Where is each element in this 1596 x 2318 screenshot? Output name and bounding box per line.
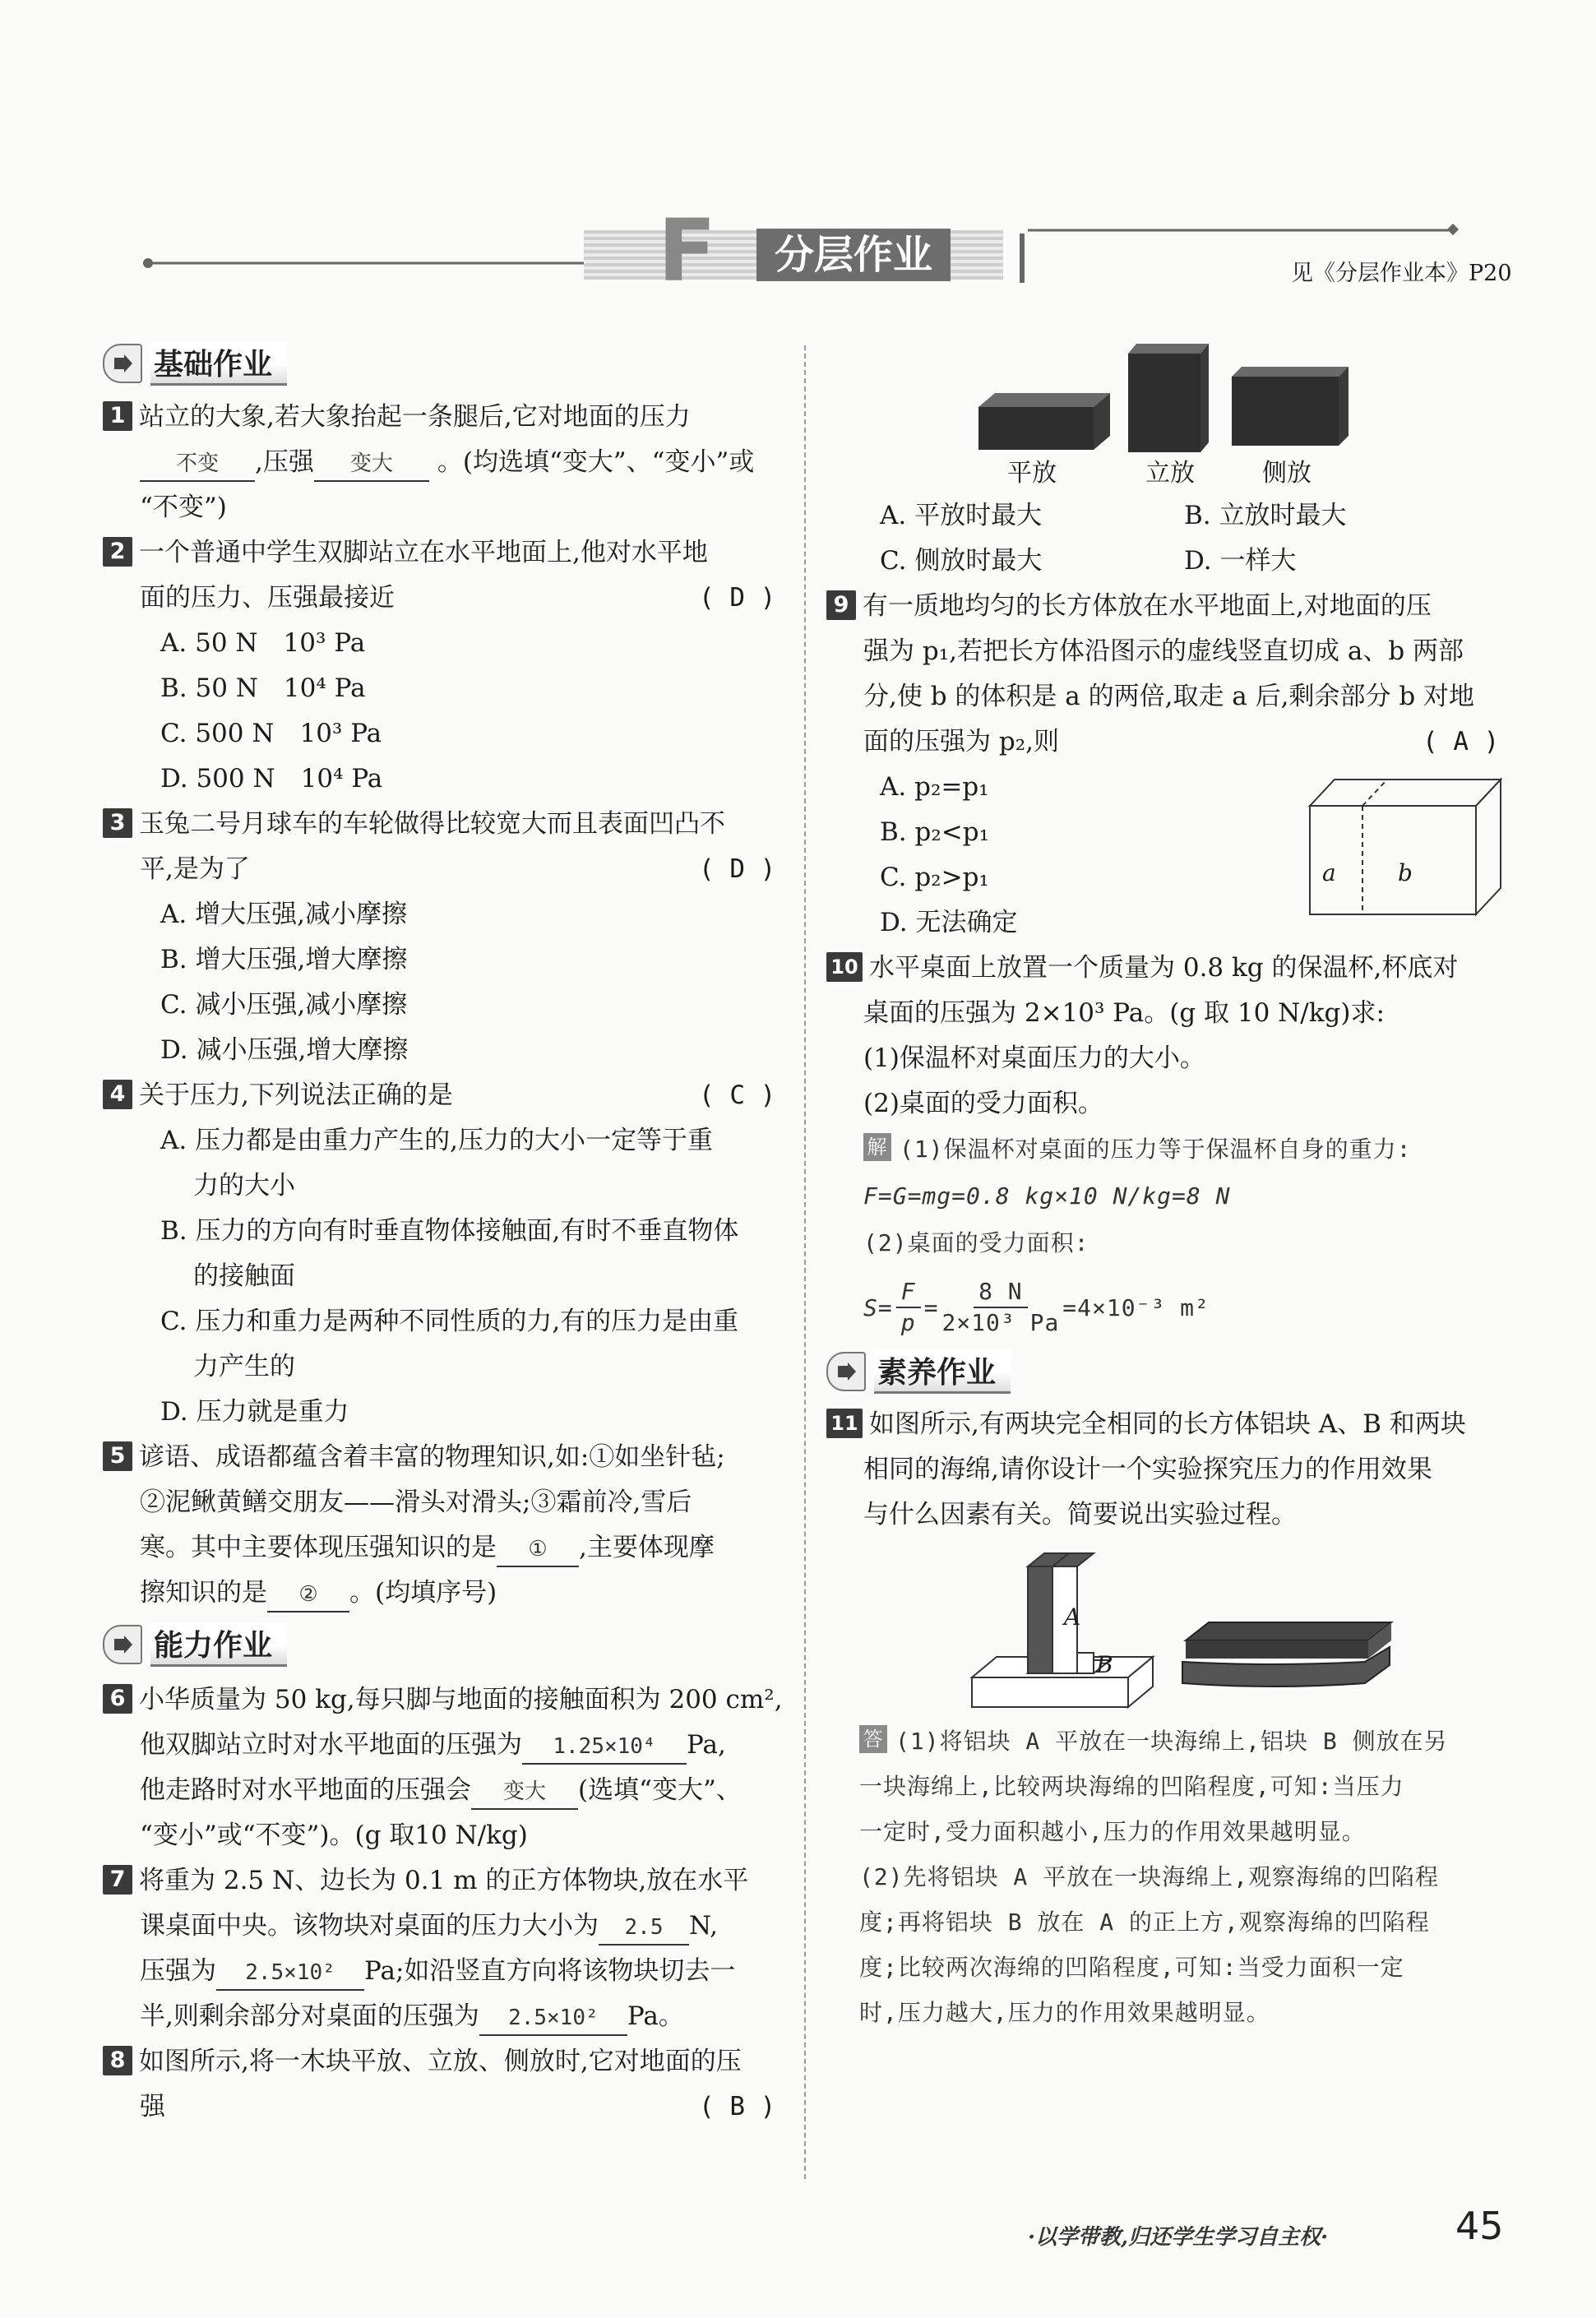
q4-option-a1: A. 压力都是由重力产生的,压力的大小一定等于重 xyxy=(160,1126,713,1155)
q10-text1: 水平桌面上放置一个质量为 0.8 kg 的保温杯,杯底对 xyxy=(869,953,1459,983)
arrow-icon xyxy=(103,344,142,383)
q5-line3 xyxy=(140,1525,715,1571)
q7-text4a: 半,则剩余部分对桌面的压强为 xyxy=(140,2001,479,2031)
q5-blank2: ② xyxy=(267,1578,349,1612)
header-title: 分层作业 xyxy=(756,229,951,281)
q11-line1 xyxy=(826,1402,1466,1447)
q9-text1: 有一质地均匀的长方体放在水平地面上,对地面的压 xyxy=(863,591,1432,621)
q11-answer-tag: 答 xyxy=(859,1725,887,1753)
q3-line2: 平,是为了 xyxy=(140,854,250,884)
q8-label-flat: 平放 xyxy=(1007,459,1057,488)
q9-option-d: D. 无法确定 xyxy=(880,908,1018,937)
q10-solution-4 xyxy=(863,1273,1210,1342)
q2-line2: 面的压力、压强最接近 xyxy=(140,583,395,613)
q11-label-A: A xyxy=(1064,1603,1081,1631)
q7-line4 xyxy=(140,1994,684,2039)
q8-label-side: 侧放 xyxy=(1262,459,1311,488)
q11-answer-4: (2)先将铝块 A 平放在一块海绵上,观察海绵的凹陷程 xyxy=(859,1863,1440,1890)
q3-answer: ( D ) xyxy=(699,854,776,884)
q1-line1 xyxy=(103,395,691,440)
block-upright xyxy=(1128,344,1209,452)
q10-fraction-symbolic xyxy=(896,1277,921,1338)
q10-solution-tag: 解 xyxy=(863,1133,891,1161)
arrow-icon xyxy=(103,1625,142,1664)
q1-text1: 站立的大象,若大象抬起一条腿后,它对地面的压力 xyxy=(139,402,691,432)
q6-number: 6 xyxy=(103,1684,132,1714)
q5-number: 5 xyxy=(103,1441,132,1471)
page-number: 45 xyxy=(1455,2204,1504,2248)
q10-s-lhs: S= xyxy=(863,1293,893,1321)
q7-line3 xyxy=(140,1949,735,1994)
header-rule-right xyxy=(1028,222,1464,238)
q4-option-c1: C. 压力和重力是两种不同性质的力,有的压力是由重 xyxy=(160,1307,739,1336)
q5-text3b: ,主要体现摩 xyxy=(579,1533,715,1562)
q4-option-b2: 的接触面 xyxy=(193,1261,295,1291)
q10-line4: (2)桌面的受力面积。 xyxy=(863,1089,1103,1118)
q10-solution-2: F=G=mg=0.8 kg×10 N/kg=8 N xyxy=(863,1182,1231,1210)
q11-line3: 与什么因素有关。简要说出实验过程。 xyxy=(863,1500,1297,1529)
q11-figure xyxy=(962,1542,1406,1714)
q2-option-c: C. 500 N 10³ Pa xyxy=(160,719,382,748)
q8-figure xyxy=(970,337,1365,456)
q5-text3a: 寒。其中主要体现压强知识的是 xyxy=(140,1533,497,1562)
section-basic xyxy=(103,340,287,386)
q3-option-b: B. 增大压强,增大摩擦 xyxy=(160,945,408,974)
q2-answer: ( D ) xyxy=(699,583,776,613)
q10-frac1-num: F xyxy=(896,1277,921,1308)
q3-number: 3 xyxy=(103,808,132,838)
q10-s-rhs: =4×10⁻³ m² xyxy=(1062,1293,1210,1321)
q7-text1: 将重为 2.5 N、边长为 0.1 m 的正方体物块,放在水平 xyxy=(139,1866,749,1895)
sponge-with-block xyxy=(972,1553,1153,1707)
q8-number: 8 xyxy=(103,2046,132,2075)
q5-text4b: 。(均填序号) xyxy=(349,1578,497,1608)
q4-text1: 关于压力,下列说法正确的是 xyxy=(139,1080,453,1110)
section-ability-title: 能力作业 xyxy=(150,1622,287,1667)
q11-label-B: B xyxy=(1096,1651,1113,1678)
q10-solution-1 xyxy=(863,1127,1411,1172)
q6-text2b: Pa, xyxy=(687,1730,726,1760)
q3-line1 xyxy=(103,802,725,847)
q9-option-a: A. p₂=p₁ xyxy=(880,772,989,802)
q7-text4b: Pa。 xyxy=(627,2001,684,2031)
q2-line1 xyxy=(103,530,708,576)
q4-number: 4 xyxy=(103,1080,132,1109)
q10-line3: (1)保温杯对桌面压力的大小。 xyxy=(863,1043,1205,1073)
q11-answer-6: 度;比较两次海绵的凹陷程度,可知:当受力面积一定 xyxy=(859,1954,1404,1981)
q3-option-d: D. 减小压强,增大摩擦 xyxy=(160,1035,409,1065)
q7-line2 xyxy=(140,1904,718,1949)
q9-line3: 分,使 b 的体积是 a 的两倍,取走 a 后,剩余部分 b 对地 xyxy=(863,682,1475,711)
q10-number: 10 xyxy=(826,952,863,982)
q4-option-d: D. 压力就是重力 xyxy=(160,1397,349,1427)
q8-text1: 如图所示,将一木块平放、立放、侧放时,它对地面的压 xyxy=(139,2047,742,2076)
q9-label-a: a xyxy=(1322,859,1336,886)
q8-option-a: A. 平放时最大 xyxy=(880,501,1043,530)
q2-text1: 一个普通中学生双脚站立在水平地面上,他对水平地 xyxy=(139,538,708,567)
q11-answer-2: 一块海绵上,比较两块海绵的凹陷程度,可知:当压力 xyxy=(859,1773,1404,1800)
q11-ans0: (1)将铝块 A 平放在一块海绵上,铝块 B 侧放在另 xyxy=(895,1728,1448,1755)
section-literacy xyxy=(826,1349,1011,1395)
q4-option-a2: 力的大小 xyxy=(193,1171,295,1201)
footer-slogan: ·以学带教,归还学生学习自主权· xyxy=(1028,2225,1329,2250)
q6-line3 xyxy=(140,1768,742,1813)
q8-label-upright: 立放 xyxy=(1145,459,1195,488)
q7-blank3: 2.5×10² xyxy=(479,2001,627,2036)
q1-tail: 。(均选填“变大”、“变小”或 xyxy=(437,447,755,477)
q9-option-c: C. p₂>p₁ xyxy=(880,863,989,892)
arrow-icon xyxy=(826,1352,866,1391)
q5-text4a: 擦知识的是 xyxy=(140,1578,267,1608)
header-banner xyxy=(0,201,1596,301)
q10-frac2-num: 8 N xyxy=(974,1277,1028,1308)
q9-number: 9 xyxy=(826,590,856,620)
q8-option-d: D. 一样大 xyxy=(1184,546,1297,576)
q2-number: 2 xyxy=(103,537,132,567)
q7-number: 7 xyxy=(103,1865,132,1895)
q10-line2: 桌面的压强为 2×10³ Pa。(g 取 10 N/kg)求: xyxy=(863,998,1385,1028)
q9-label-b: b xyxy=(1398,859,1413,886)
q5-line2: ②泥鳅黄鳝交朋友——滑头对滑头;③霜前冷,雪后 xyxy=(140,1487,692,1517)
q6-line2 xyxy=(140,1723,726,1768)
q7-blank1: 2.5 xyxy=(599,1911,689,1946)
q7-text3b: Pa;如沿竖直方向将该物块切去一 xyxy=(364,1956,736,1986)
q1-mid: ,压强 xyxy=(255,447,314,477)
q4-answer: ( C ) xyxy=(699,1080,776,1110)
q5-line4 xyxy=(140,1571,497,1616)
section-basic-title: 基础作业 xyxy=(150,341,287,386)
q3-option-a: A. 增大压强,减小摩擦 xyxy=(160,900,407,929)
column-divider xyxy=(804,345,806,2179)
q10-s-eq: = xyxy=(923,1293,939,1321)
q11-text1: 如图所示,有两块完全相同的长方体铝块 A、B 和两块 xyxy=(869,1409,1466,1439)
q6-blank1: 1.25×10⁴ xyxy=(522,1730,687,1765)
section-ability xyxy=(103,1622,287,1668)
q11-line2: 相同的海绵,请你设计一个实验探究压力的作用效果 xyxy=(863,1455,1432,1484)
q7-text2a: 课桌面中央。该物块对桌面的压力大小为 xyxy=(140,1911,599,1941)
q6-line1 xyxy=(103,1677,783,1723)
q1-number: 1 xyxy=(103,401,132,431)
header-bar-right xyxy=(1020,234,1025,283)
q10-frac2-den: 2×10³ Pa xyxy=(941,1309,1060,1336)
q8-answer: ( B ) xyxy=(699,2092,776,2121)
q4-option-c2: 力产生的 xyxy=(193,1352,295,1381)
q6-blank2: 变大 xyxy=(471,1775,578,1810)
q7-blank2: 2.5×10² xyxy=(216,1956,364,1991)
section-literacy-title: 素养作业 xyxy=(874,1349,1011,1394)
block-side xyxy=(1232,367,1349,446)
block-flat xyxy=(978,393,1110,450)
q11-number: 11 xyxy=(826,1409,863,1438)
q7-text3a: 压强为 xyxy=(140,1956,216,1986)
q8-option-c: C. 侧放时最大 xyxy=(880,546,1043,576)
q11-answer-3: 一定时,受力面积越小,压力的作用效果越明显。 xyxy=(859,1818,1366,1845)
q10-solution-3: (2)桌面的受力面积: xyxy=(863,1229,1089,1256)
q3-text1: 玉兔二号月球车的车轮做得比较宽大而且表面凹凸不 xyxy=(139,809,725,839)
q7-line1 xyxy=(103,1858,748,1904)
q11-answer-1 xyxy=(859,1719,1448,1764)
q6-text3b: (选填“变大”、 xyxy=(578,1775,742,1805)
q8-line2: 强 xyxy=(140,2092,165,2121)
header-letter: F xyxy=(658,201,717,301)
q10-fraction-numeric xyxy=(941,1277,1059,1338)
q9-figure xyxy=(1303,773,1509,921)
q10-line1 xyxy=(826,946,1458,991)
q1-line3: “不变”) xyxy=(140,493,227,522)
q11-answer-7: 时,压力越大,压力的作用效果越明显。 xyxy=(859,1999,1270,2026)
q3-option-c: C. 减小压强,减小摩擦 xyxy=(160,990,408,1020)
q9-line2: 强为 p₁,若把长方体沿图示的虚线竖直切成 a、b 两部 xyxy=(863,636,1464,666)
q9-option-b: B. p₂<p₁ xyxy=(880,817,990,847)
q2-option-b: B. 50 N 10⁴ Pa xyxy=(160,673,366,703)
q10-sol1: (1)保温杯对桌面的压力等于保温杯自身的重力: xyxy=(900,1136,1412,1163)
q9-line4: 面的压强为 p₂,则 xyxy=(863,727,1059,756)
q6-text3a: 他走路时对水平地面的压强会 xyxy=(140,1775,471,1805)
header-ref: 见《分层作业本》P20 xyxy=(1291,261,1512,286)
q11-answer-5: 度;再将铝块 B 放在 A 的正上方,观察海绵的凹陷程 xyxy=(859,1909,1430,1936)
q1-blank1: 不变 xyxy=(140,447,255,482)
q9-line1 xyxy=(826,584,1432,629)
q4-line1 xyxy=(103,1073,453,1118)
q7-text2b: N, xyxy=(689,1911,718,1941)
sponge-stack xyxy=(1182,1622,1391,1686)
q2-option-a: A. 50 N 10³ Pa xyxy=(160,628,366,658)
q6-line4: “变小”或“不变”)。(g 取10 N/kg) xyxy=(140,1821,528,1850)
q6-text2a: 他双脚站立时对水平地面的压强为 xyxy=(140,1730,522,1760)
q4-option-b1: B. 压力的方向有时垂直物体接触面,有时不垂直物体 xyxy=(160,1216,739,1246)
q9-answer: ( A ) xyxy=(1423,727,1500,756)
header-rule-left xyxy=(140,251,600,275)
q5-blank1: ① xyxy=(497,1533,579,1567)
q6-text1: 小华质量为 50 kg,每只脚与地面的接触面积为 200 cm², xyxy=(139,1685,783,1714)
q8-option-b: B. 立放时最大 xyxy=(1184,501,1347,530)
q8-line1 xyxy=(103,2039,742,2084)
q1-blank2: 变大 xyxy=(314,447,429,482)
q2-option-d: D. 500 N 10⁴ Pa xyxy=(160,764,383,793)
q1-line2 xyxy=(140,440,754,485)
q10-frac1-den: p xyxy=(900,1309,916,1336)
q5-line1 xyxy=(103,1435,725,1480)
q5-text1: 谚语、成语都蕴含着丰富的物理知识,如:①如坐针毡; xyxy=(139,1442,725,1472)
